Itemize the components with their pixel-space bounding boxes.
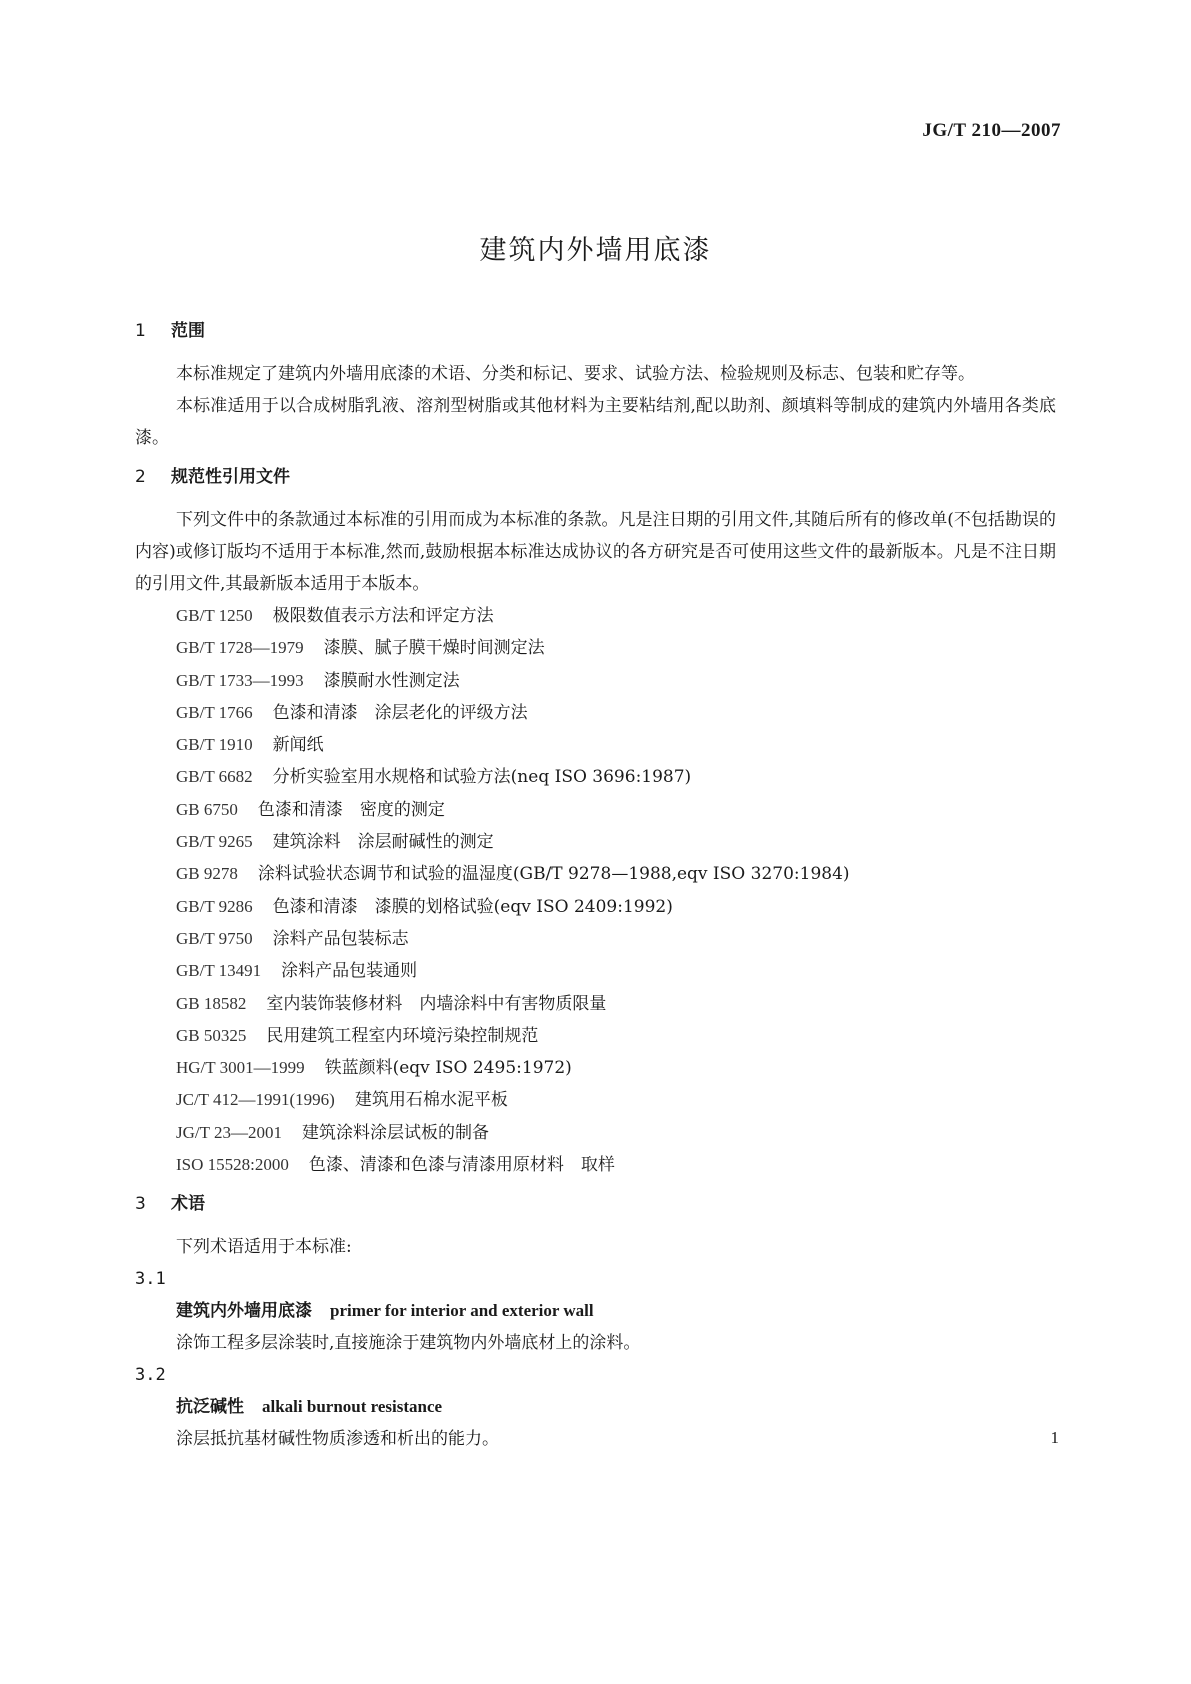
- reference-name: 室内装饰装修材料 内墙涂料中有害物质限量: [266, 993, 607, 1014]
- reference-item: [135, 729, 1056, 761]
- term-number: 3.2: [135, 1365, 166, 1386]
- term-title: [135, 1295, 1056, 1327]
- section-heading-terms: [135, 1189, 1056, 1219]
- reference-name: 色漆、清漆和色漆与清漆用原材料 取样: [308, 1155, 615, 1176]
- reference-name: 民用建筑工程室内环境污染控制规范: [266, 1025, 539, 1046]
- term-zh: 建筑内外墙用底漆: [176, 1301, 312, 1322]
- reference-name: 色漆和清漆 漆膜的划格试验(eqv ISO 2409:1992): [272, 896, 673, 917]
- reference-code: GB/T 1728—1979: [176, 638, 304, 658]
- reference-name: 漆膜耐水性测定法: [323, 670, 460, 691]
- section-heading-scope: [135, 316, 1056, 346]
- reference-name: 色漆和清漆 密度的测定: [257, 799, 445, 820]
- reference-code: GB/T 9286: [176, 896, 253, 916]
- reference-name: 分析实验室用水规格和试验方法(neq ISO 3696:1987): [272, 767, 692, 788]
- reference-code: GB/T 9750: [176, 928, 253, 948]
- reference-code: JC/T 412—1991(1996): [176, 1090, 335, 1110]
- section-title: 规范性引用文件: [171, 467, 290, 487]
- reference-item: [135, 1020, 1056, 1052]
- reference-item: [135, 600, 1056, 632]
- reference-code: GB 50325: [176, 1025, 247, 1045]
- reference-item: [135, 761, 1056, 793]
- reference-code: ISO 15528:2000: [176, 1155, 289, 1175]
- reference-name: 涂料试验状态调节和试验的温湿度(GB/T 9278—1988,eqv ISO 3270:1984): [257, 864, 850, 885]
- reference-code: GB/T 9265: [176, 832, 253, 852]
- reference-item: [135, 794, 1056, 826]
- term-zh: 抗泛碱性: [176, 1397, 244, 1418]
- paragraph: 本标准适用于以合成树脂乳液、溶剂型树脂或其他材料为主要粘结剂,配以助剂、颜填料等制成的建筑内外墙用各类底漆。: [135, 396, 1056, 448]
- section-number: 2: [135, 467, 146, 487]
- term-entry: [135, 1359, 1056, 1455]
- section-title: 范围: [171, 321, 205, 341]
- document-title: 建筑内外墙用底漆: [479, 235, 712, 266]
- reference-code: GB/T 1250: [176, 606, 253, 625]
- term-definition: 涂饰工程多层涂装时,直接施涂于建筑物内外墙底材上的涂料。: [176, 1333, 641, 1354]
- section-title: 术语: [171, 1194, 205, 1215]
- reference-code: GB/T 1766: [176, 702, 253, 722]
- reference-name: 涂料产品包装通则: [281, 961, 418, 982]
- paragraph: 下列文件中的条款通过本标准的引用而成为本标准的条款。凡是注日期的引用文件,其随后所有的修改单(不包括勘误的内容)或修订版均不适用于本标准,然而,鼓励根据本标准达成协议的各方研究是否可使用这些文件的最新版本。凡是不注日期的引用文件,其最新版本适用于本版本。: [135, 510, 1056, 594]
- reference-code: GB/T 6682: [176, 767, 253, 787]
- reference-name: 建筑用石棉水泥平板: [354, 1090, 508, 1111]
- paragraph: 本标准规定了建筑内外墙用底漆的术语、分类和标记、要求、试验方法、检验规则及标志、包装和贮存等。: [176, 364, 975, 384]
- term-definition: 涂层抵抗基材碱性物质渗透和析出的能力。: [176, 1429, 499, 1450]
- reference-name: 涂料产品包装标志: [272, 928, 409, 949]
- reference-name: 建筑涂料涂层试板的制备: [301, 1122, 489, 1143]
- reference-name: 极限数值表示方法和评定方法: [272, 606, 494, 626]
- reference-item: [135, 826, 1056, 858]
- section-number: 3: [135, 1194, 146, 1215]
- reference-code: GB/T 1733—1993: [176, 670, 304, 690]
- reference-name: 铁蓝颜料(eqv ISO 2495:1972): [324, 1058, 572, 1079]
- reference-item: [135, 1149, 1056, 1181]
- reference-item: [135, 891, 1056, 923]
- reference-item: [135, 632, 1056, 664]
- reference-name: 色漆和清漆 涂层老化的评级方法: [272, 702, 528, 723]
- reference-code: GB 9278: [176, 864, 238, 884]
- reference-item: [135, 1084, 1056, 1116]
- reference-code: GB 18582: [176, 993, 247, 1013]
- reference-code: HG/T 3001—1999: [176, 1058, 305, 1078]
- reference-name: 新闻纸: [272, 735, 324, 756]
- reference-name: 建筑涂料 涂层耐碱性的测定: [272, 832, 494, 853]
- term-title: [135, 1391, 1056, 1423]
- reference-code: GB/T 1910: [176, 735, 253, 755]
- reference-item: [135, 697, 1056, 729]
- term-number: 3.1: [135, 1269, 166, 1290]
- standard-code: JG/T 210—2007: [922, 120, 1061, 141]
- section-heading-normative: [135, 462, 1056, 492]
- reference-item: [135, 1117, 1056, 1149]
- reference-code: JG/T 23—2001: [176, 1122, 282, 1142]
- reference-code: GB 6750: [176, 799, 238, 819]
- page-number: 1: [1050, 1428, 1059, 1447]
- reference-name: 漆膜、腻子膜干燥时间测定法: [323, 638, 545, 659]
- reference-code: GB/T 13491: [176, 961, 262, 981]
- term-en: primer for interior and exterior wall: [330, 1301, 594, 1321]
- reference-item: [135, 955, 1056, 987]
- section-number: 1: [135, 321, 146, 341]
- reference-item: [135, 665, 1056, 697]
- term-entry: [135, 1263, 1056, 1359]
- reference-list: [135, 600, 1056, 1181]
- reference-item: [135, 1052, 1056, 1084]
- reference-item: [135, 923, 1056, 955]
- term-en: alkali burnout resistance: [262, 1397, 443, 1417]
- paragraph: 下列术语适用于本标准:: [176, 1237, 352, 1258]
- reference-item: [135, 858, 1056, 890]
- reference-item: [135, 988, 1056, 1020]
- document-body: [135, 316, 1056, 1455]
